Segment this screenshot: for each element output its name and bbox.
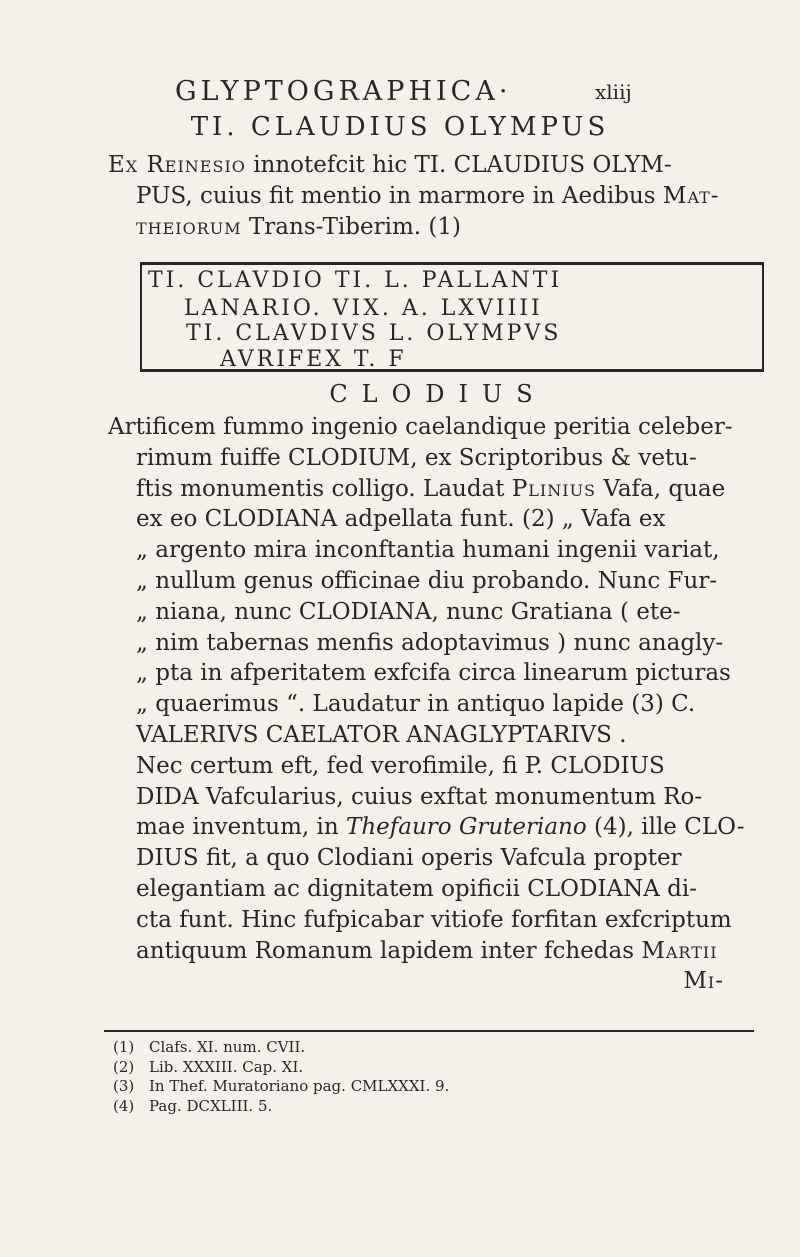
text-line: cta funt. Hinc fufpicabar vitiofe forfitan exfcriptum <box>136 906 732 933</box>
inscription-line: TI. CLAVDIO TI. L. PALLANTI <box>148 268 563 293</box>
text-line: VALERIVS CAELATOR ANAGLYPTARIVS . <box>136 721 627 748</box>
footnote: (2) Lib. XXXIII. Cap. XI. <box>113 1057 304 1076</box>
footnote: (4) Pag. DCXLIII. 5. <box>113 1096 273 1115</box>
inscription-line: AVRIFEX T. F <box>220 347 407 372</box>
text-line: „ niana, nunc CLODIANA, nunc Gratiana ( ete- <box>136 598 681 625</box>
running-head <box>175 78 775 105</box>
text-line: „ argento mira inconftantia humani ingenii variat, <box>136 537 720 564</box>
footnote: (1) Clafs. XI. num. CVII. <box>113 1038 306 1056</box>
text-line: ftis monumentis colligo. Laudat Plinius Vafa, quae <box>136 475 726 502</box>
text-line: DIUS fit, a quo Clodiani operis Vafcula propter <box>136 845 682 872</box>
running-head-title: GLYPTOGRAPHICA· <box>175 76 512 107</box>
text-line: Nec certum eft, fed verofimile, fi P. CLODIUS <box>136 752 665 779</box>
text-line: theiorum Trans-Tiberim. (1) <box>136 214 461 240</box>
text-line: antiquum Romanum lapidem inter fchedas Martii <box>136 937 718 964</box>
inscription-box <box>140 262 764 372</box>
text-line: Ex Reinesio innotefcit hic TI. CLAUDIUS OLYM- <box>108 152 672 178</box>
text-line: Artificem fummo ingenio caelandique peritia celeber- <box>108 414 733 440</box>
footnotes <box>113 1038 733 1116</box>
text-line: rimum fuiffe CLODIUM, ex Scriptoribus & vetu- <box>136 444 697 471</box>
text-line: „ quaerimus “. Laudatur in antiquo lapide (3) C. <box>136 691 696 718</box>
section-title: TI. CLAUDIUS OLYMPUS <box>190 112 610 142</box>
text-line: DIDA Vafcularius, cuius exftat monumentum Ro- <box>136 783 703 810</box>
text-line: „ pta in afperitatem exfcifa circa linearum picturas <box>136 660 731 687</box>
text-line: mae inventum, in Thefauro Gruteriano (4), ille CLO- <box>136 814 745 841</box>
page-number: xliij <box>595 80 632 104</box>
footnote-rule <box>104 1030 754 1032</box>
footnote: (3) In Thef. Muratoriano pag. CMLXXXI. 9. <box>113 1077 450 1095</box>
text-line: PUS, cuius fit mentio in marmore in Aedibus Mat- <box>136 183 720 209</box>
text-line: „ nim tabernas menfis adoptavimus ) nunc anagly- <box>136 629 724 656</box>
text-line: ex eo CLODIANA adpellata funt. (2) „ Vafa ex <box>136 506 666 533</box>
text-line: „ nullum genus officinae diu probando. Nunc Fur- <box>136 567 718 594</box>
text-line: elegantiam ac dignitatem opificii CLODIANA di- <box>136 875 697 902</box>
body-paragraph <box>108 412 748 997</box>
inscription-line: LANARIO. VIX. A. LXVIIII <box>184 296 543 321</box>
subheading-clodius: CLODIUS <box>329 380 547 408</box>
catchword: Mi- <box>683 968 724 995</box>
inscription-line: TI. CLAVDIVS L. OLYMPVS <box>186 321 562 346</box>
intro-paragraph <box>108 150 748 243</box>
